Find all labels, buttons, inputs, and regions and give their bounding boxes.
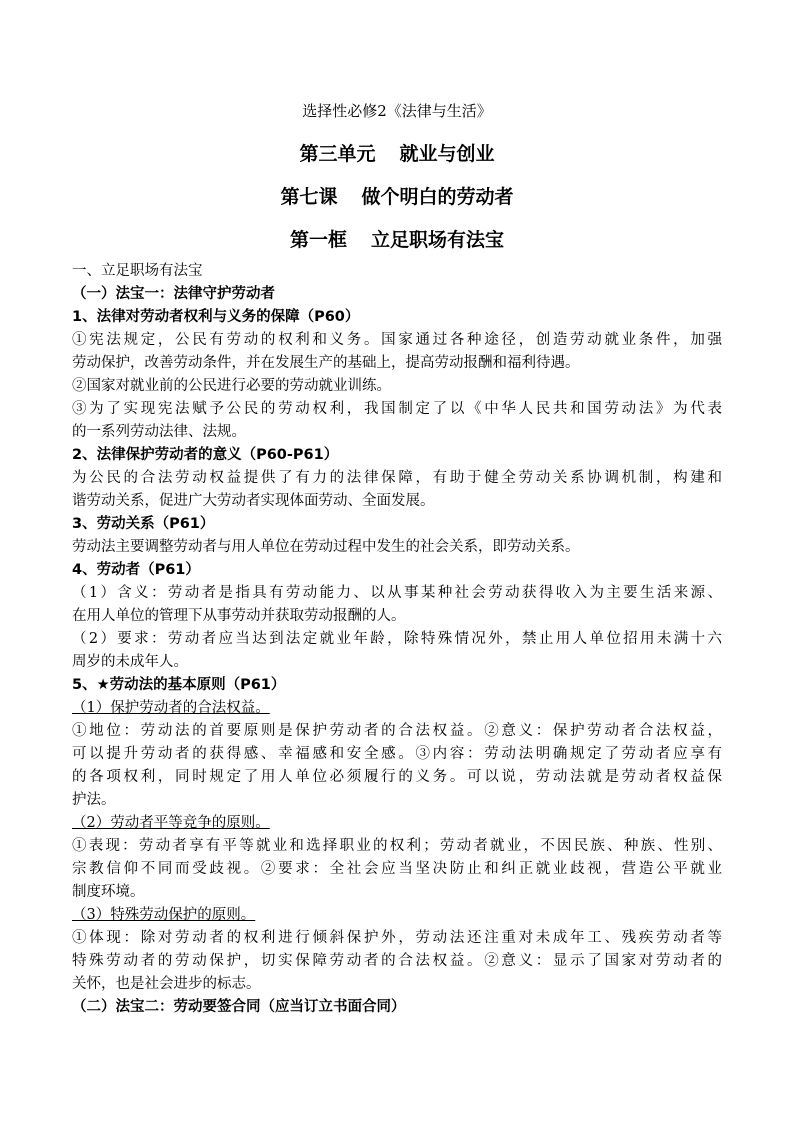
lesson-name: 做个明白的劳动者	[361, 186, 514, 208]
subsection-heading: （二）法宝二：劳动要签合同（应当订立书面合同）	[72, 999, 406, 1015]
point-heading: 3、劳动关系（P61）	[72, 516, 215, 532]
text-line: ①宪法规定，公民有劳动的权利和义务。国家通过各种途径，创造劳动就业条件，加强	[72, 332, 722, 348]
text-line: 制度环境。	[72, 884, 145, 900]
body-text	[72, 260, 722, 1019]
text-line: 的各项权利，同时规定了用人单位必须履行的义务。可以说，劳动法就是劳动者权益保	[72, 769, 722, 785]
text-line: 宗教信仰不同而受歧视。②要求：全社会应当坚决防止和纠正就业歧视，营造公平就业	[72, 861, 722, 877]
point-heading: 4、劳动者（P61）	[72, 562, 200, 578]
frame-name: 立足职场有法宝	[371, 229, 505, 251]
text-line: 劳动保护，改善劳动条件，并在发展生产的基础上，提高劳动报酬和福利待遇。	[72, 355, 580, 371]
text-line: 护法。	[72, 792, 116, 808]
text-line: 关怀，也是社会进步的标志。	[72, 976, 261, 992]
principle-heading: （2）劳动者平等竞争的原则。	[72, 815, 270, 831]
text-line: 谐劳动关系，促进广大劳动者实现体面劳动、全面发展。	[72, 493, 435, 509]
section-heading: 一、立足职场有法宝	[72, 263, 203, 279]
text-line: ①表现：劳动者享有平等就业和选择职业的权利；劳动者就业，不因民族、种族、性别、	[72, 838, 722, 854]
frame-number: 第一框	[289, 229, 347, 251]
text-line: （1）含义：劳动者是指具有劳动能力、以从事某种社会劳动获得收入为主要生活来源、	[72, 585, 722, 601]
lesson-title	[72, 182, 722, 209]
text-line: 的一系列劳动法律、法规。	[72, 424, 246, 440]
text-line: ①体现：除对劳动者的权利进行倾斜保护外，劳动法还注重对未成年工、残疾劳动者等	[72, 930, 722, 946]
lesson-number: 第七课	[280, 186, 338, 208]
principle-heading: （3）特殊劳动保护的原则。	[72, 907, 256, 923]
unit-title	[72, 139, 722, 166]
text-line: ①地位：劳动法的首要原则是保护劳动者的合法权益。②意义：保护劳动者合法权益，	[72, 723, 722, 739]
text-line: 在用人单位的管理下从事劳动并获取劳动报酬的人。	[72, 608, 406, 624]
point-heading: 1、法律对劳动者权利与义务的保障（P60）	[72, 309, 360, 325]
unit-name: 就业与创业	[399, 143, 495, 165]
text-line: 可以提升劳动者的获得感、幸福感和安全感。③内容：劳动法明确规定了劳动者应享有	[72, 746, 722, 762]
text-line: 特殊劳动者的劳动保护，切实保障劳动者的合法权益。②意义：显示了国家对劳动者的	[72, 953, 722, 969]
unit-number: 第三单元	[299, 143, 376, 165]
text-line: ③为了实现宪法赋予公民的劳动权利，我国制定了以《中华人民共和国劳动法》为代表	[72, 401, 722, 417]
text-line: 周岁的未成年人。	[72, 654, 188, 670]
point-heading: 5、★劳动法的基本原则（P61）	[72, 677, 286, 693]
subsection-heading: （一）法宝一：法律守护劳动者	[72, 286, 275, 302]
text-line: ②国家对就业前的公民进行必要的劳动就业训练。	[72, 378, 391, 394]
text-line: （2）要求：劳动者应当达到法定就业年龄，除特殊情况外，禁止用人单位招用未满十六	[72, 631, 722, 647]
text-line: 劳动法主要调整劳动者与用人单位在劳动过程中发生的社会关系，即劳动关系。	[72, 539, 580, 555]
frame-title	[72, 225, 722, 252]
document-page	[72, 100, 722, 1019]
document-subtitle: 选择性必修2《法律与生活》	[302, 102, 492, 120]
point-heading: 2、法律保护劳动者的意义（P60-P61）	[72, 447, 339, 463]
text-line: 为公民的合法劳动权益提供了有力的法律保障，有助于健全劳动关系协调机制，构建和	[72, 470, 722, 486]
principle-heading: （1）保护劳动者的合法权益。	[72, 700, 270, 716]
